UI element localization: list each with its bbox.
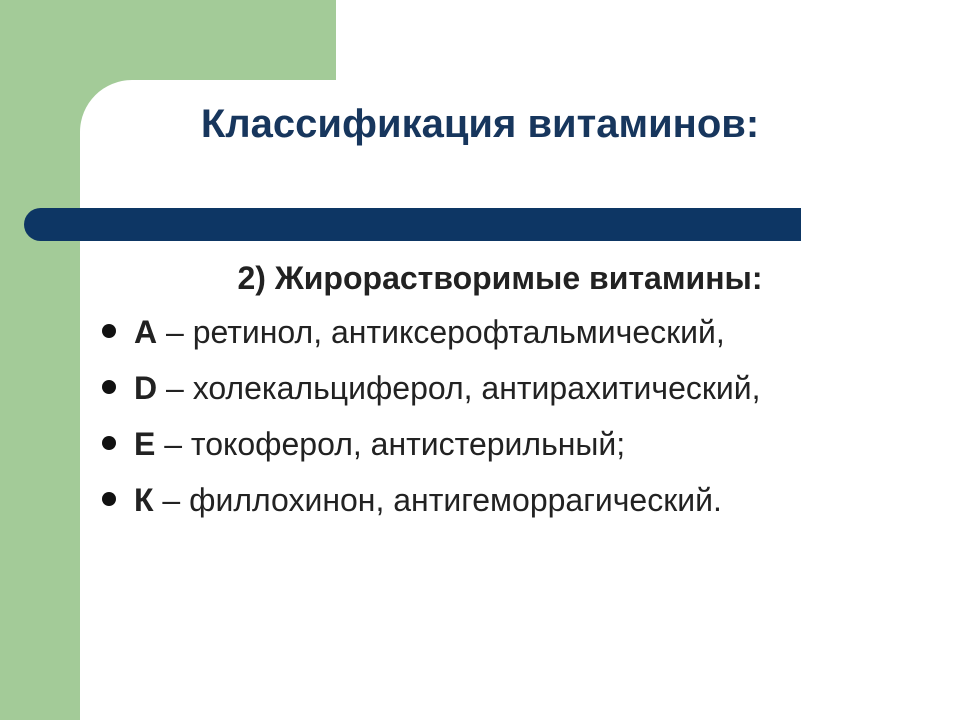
- list-item-vitamin-a: [100, 304, 761, 360]
- list-item-vitamin-d: [100, 360, 761, 416]
- vitamin-letter: D: [134, 370, 158, 406]
- list-item-vitamin-e: [100, 416, 761, 472]
- bullet-icon: [102, 492, 116, 506]
- vitamin-description: – токоферол, антистерильный;: [155, 426, 626, 462]
- vitamin-letter: К: [134, 482, 154, 518]
- vitamin-letter: A: [134, 314, 158, 350]
- slide-title: Классификация витаминов:: [200, 102, 760, 146]
- list-item-vitamin-k: [100, 472, 761, 528]
- bullet-icon: [102, 324, 116, 338]
- vitamin-description: – ретинол, антиксерофтальмический,: [157, 314, 725, 350]
- slide-subtitle: 2) Жирорастворимые витамины:: [237, 260, 763, 296]
- bullet-icon: [102, 380, 116, 394]
- vitamin-description: – филлохинон, антигеморрагический.: [153, 482, 722, 518]
- vitamin-description: – холекальциферол, антирахитический,: [157, 370, 761, 406]
- vitamin-letter: E: [134, 426, 156, 462]
- vitamin-list: [100, 304, 761, 528]
- title-divider-bar: [24, 208, 801, 241]
- bullet-icon: [102, 436, 116, 450]
